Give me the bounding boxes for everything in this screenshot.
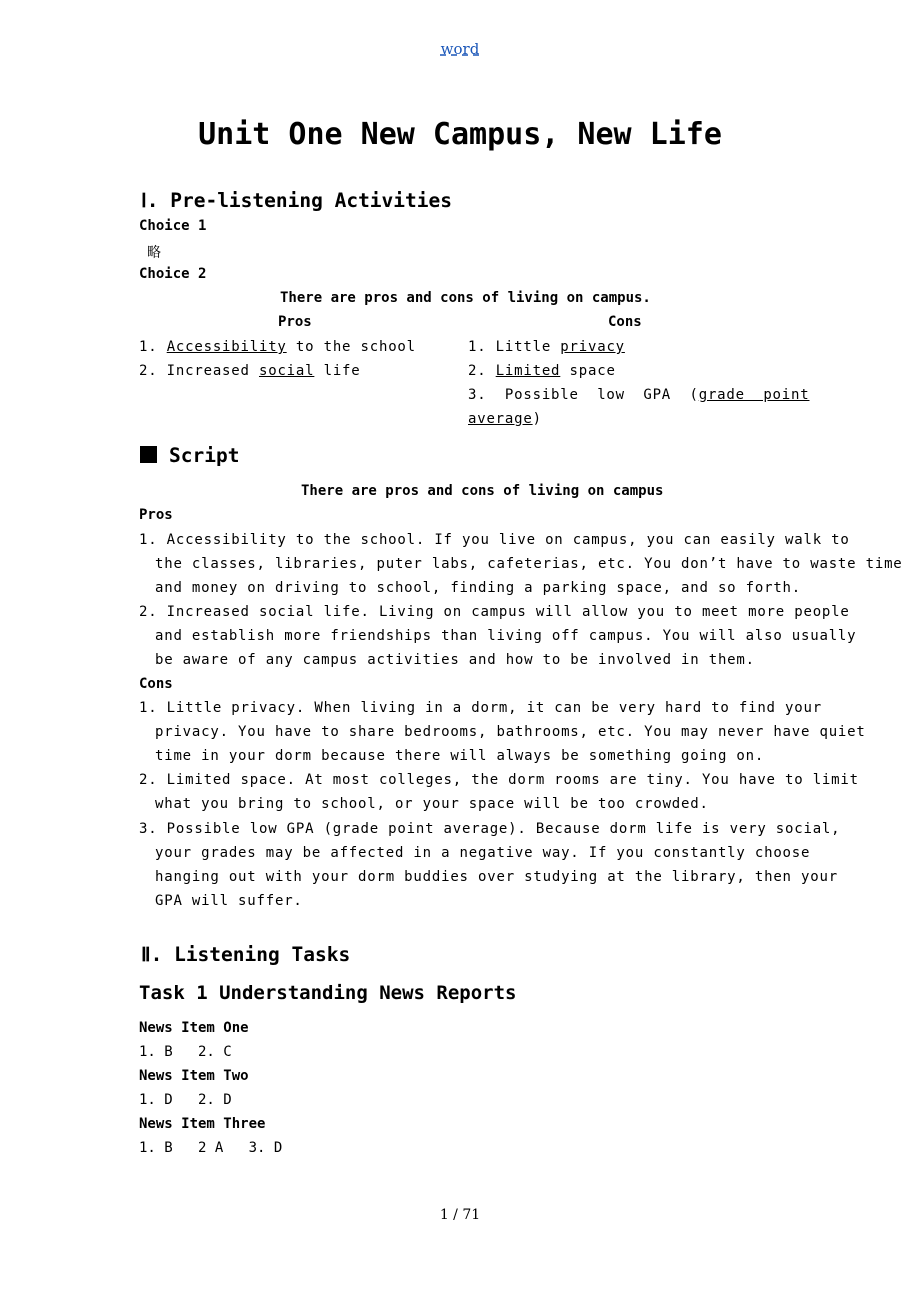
script-line: 3. Possible low GPA (grade point average). Because dorm life is very social, — [139, 821, 841, 837]
news-item-label: News Item Three — [139, 1116, 266, 1132]
cons-item-2-prefix: 2. — [468, 363, 496, 379]
pros-item-2-answer: social — [258, 363, 315, 379]
pros-item-1 — [139, 339, 416, 355]
pros-cons-table-title: There are pros and cons of living on campus. — [280, 290, 651, 306]
cons-item-1-prefix: 1. Little — [468, 339, 561, 355]
header-link-container — [0, 40, 920, 58]
script-line: and establish more friendships than living off campus. You will also usually — [155, 628, 857, 644]
script-line: privacy. You have to share bedrooms, bathrooms, etc. You may never have quiet — [155, 724, 866, 740]
section-1-heading: Ⅰ. Pre-listening Activities — [141, 189, 452, 212]
script-heading-text: Script — [169, 444, 240, 467]
script-line: and money on driving to school, finding a parking space, and so forth. — [155, 580, 802, 596]
script-line: what you bring to school, or your space will be too crowded. — [155, 796, 709, 812]
news-item-label: News Item Two — [139, 1068, 249, 1084]
pros-item-2-prefix: 2. Increased — [139, 363, 259, 379]
cons-item-3-answer-part-1: grade point — [698, 387, 810, 403]
choice-2-label: Choice 2 — [139, 266, 207, 282]
script-line: 2. Increased social life. Living on campus will allow you to meet more people — [139, 604, 850, 620]
script-line: hanging out with your dorm buddies over studying at the library, then your — [155, 869, 838, 885]
cons-item-2-answer: Limited — [495, 363, 561, 379]
script-line: 1. Little privacy. When living in a dorm, it can be very hard to find your — [139, 700, 822, 716]
cons-item-3-line-1 — [468, 387, 809, 403]
choice-1-note: 略 — [147, 245, 161, 261]
script-line: 2. Limited space. At most colleges, the dorm rooms are tiny. You have to limit — [139, 772, 859, 788]
page-number: 1 / 71 — [439, 1207, 481, 1223]
cons-column-header: Cons — [608, 314, 642, 330]
cons-item-3-answer-part-2: average — [468, 411, 533, 427]
script-pros-label: Pros — [139, 507, 173, 523]
news-item-answers: 1. B 2 A 3. D — [139, 1140, 283, 1156]
page-title: Unit One New Campus, New Life — [198, 117, 722, 152]
pros-item-1-prefix: 1. — [139, 339, 167, 355]
script-line: the classes, libraries, puter labs, cafeterias, etc. You don’t have to waste time — [155, 556, 903, 572]
cons-item-3-suffix: ) — [532, 411, 542, 427]
script-line: 1. Accessibility to the school. If you live on campus, you can easily walk to — [139, 532, 850, 548]
script-line: GPA will suffer. — [155, 893, 303, 909]
pros-column-header: Pros — [278, 314, 312, 330]
script-line: your grades may be affected in a negative way. If you constantly choose — [155, 845, 811, 861]
pros-item-1-answer: Accessibility — [166, 339, 287, 355]
choice-1-label: Choice 1 — [139, 218, 207, 234]
section-2-heading: Ⅱ. Listening Tasks — [141, 943, 351, 966]
script-title: There are pros and cons of living on campus — [301, 483, 664, 499]
pros-item-2-rest: life — [314, 363, 361, 379]
cons-item-3-line-2 — [468, 411, 542, 427]
task-1-heading: Task 1 Understanding News Reports — [139, 982, 517, 1004]
news-item-answers: 1. B 2. C — [139, 1044, 232, 1060]
script-line: time in your dorm because there will always be something going on. — [155, 748, 765, 764]
black-square-icon — [140, 446, 157, 463]
pros-item-1-rest: to the school — [286, 339, 416, 355]
script-line: be aware of any campus activities and how to be involved in them. — [155, 652, 755, 668]
cons-item-2 — [468, 363, 616, 379]
cons-item-2-rest: space — [560, 363, 616, 379]
news-item-answers: 1. D 2. D — [139, 1092, 232, 1108]
cons-item-1 — [468, 339, 625, 355]
cons-item-1-answer: privacy — [560, 339, 625, 355]
pros-item-2 — [139, 363, 361, 379]
script-cons-label: Cons — [139, 676, 173, 692]
news-item-label: News Item One — [139, 1020, 249, 1036]
word-link[interactable]: word — [440, 40, 480, 58]
script-heading — [140, 444, 239, 467]
cons-item-3-prefix: 3. Possible low GPA ( — [468, 387, 699, 403]
